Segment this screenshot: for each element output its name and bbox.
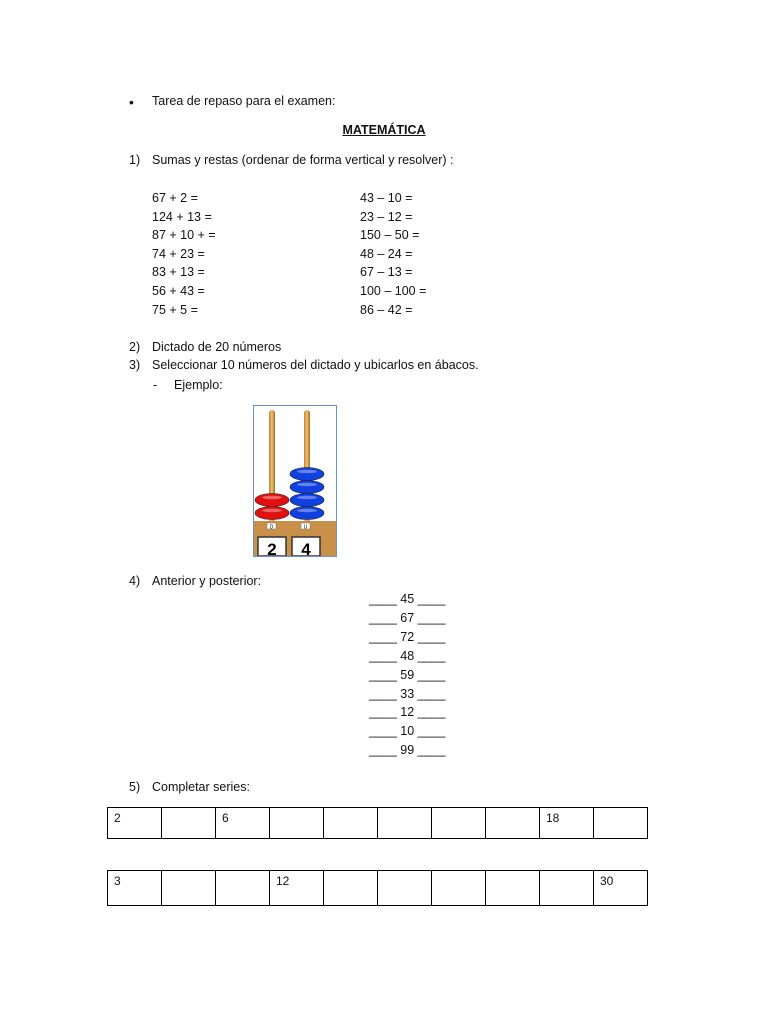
abacus-bead <box>290 507 324 520</box>
abacus-bead <box>290 468 324 481</box>
section-5-number: 5) <box>129 780 141 794</box>
abacus-digit-tens: 2 <box>267 540 277 556</box>
section-3-text: Seleccionar 10 números del dictado y ubicarlos en ábacos. <box>152 358 479 372</box>
predecessor-successor-item: ____ 45 ____ <box>369 592 446 606</box>
series-cell[interactable]: 12 <box>270 871 324 906</box>
abacus-beads-units <box>290 468 324 520</box>
page-title: MATEMÁTICA <box>342 123 426 137</box>
series-cell[interactable] <box>540 871 594 906</box>
subtraction-exercise: 150 – 50 = <box>360 228 420 243</box>
section-1-number: 1) <box>129 153 141 167</box>
subtraction-exercise: 100 – 100 = <box>360 284 427 298</box>
subtraction-exercise: 23 – 12 = <box>360 209 413 224</box>
predecessor-successor-item: ____ 59 ____ <box>369 667 446 682</box>
abacus-label-units: U <box>303 524 308 531</box>
addition-exercise: 83 + 13 = <box>152 265 205 280</box>
addition-exercise: 67 + 2 = <box>152 191 198 205</box>
series-cell[interactable] <box>432 871 486 906</box>
predecessor-successor-item: ____ 10 ____ <box>369 724 446 739</box>
addition-exercise: 124 + 13 = <box>152 209 212 224</box>
series-cell[interactable] <box>324 871 378 906</box>
series-cell[interactable] <box>270 808 324 839</box>
series-cell[interactable]: 18 <box>540 808 594 839</box>
series-cell[interactable] <box>378 808 432 839</box>
series-cell[interactable]: 30 <box>594 871 648 906</box>
abacus-bead <box>255 507 289 520</box>
series-cell[interactable]: 3 <box>108 871 162 906</box>
example-dash: - <box>153 378 158 392</box>
subtraction-exercise: 67 – 13 = <box>360 265 413 280</box>
section-1-heading: Sumas y restas (ordenar de forma vertical y resolver) : <box>152 153 454 167</box>
bullet-icon: • <box>129 94 134 110</box>
subtraction-exercise: 43 – 10 = <box>360 191 413 205</box>
section-4-number: 4) <box>129 574 141 588</box>
addition-exercise: 75 + 5 = <box>152 302 198 317</box>
abacus-bead <box>255 494 289 507</box>
predecessor-successor-item: ____ 33 ____ <box>369 686 446 701</box>
series-cell[interactable] <box>378 871 432 906</box>
predecessor-successor-item: ____ 12 ____ <box>369 705 446 720</box>
predecessor-successor-item: ____ 67 ____ <box>369 610 446 625</box>
series-table-1 <box>107 807 648 839</box>
addition-exercise: 56 + 43 = <box>152 284 205 298</box>
predecessor-successor-item: ____ 99 ____ <box>369 743 446 758</box>
series-cell[interactable] <box>324 808 378 839</box>
series-cell[interactable] <box>594 808 648 839</box>
abacus-beads-tens <box>255 494 289 520</box>
series-cell[interactable] <box>162 808 216 839</box>
subtraction-exercise: 86 – 42 = <box>360 302 413 317</box>
addition-exercise: 74 + 23 = <box>152 246 205 261</box>
example-label: Ejemplo: <box>174 378 223 392</box>
series-cell[interactable]: 6 <box>216 808 270 839</box>
predecessor-successor-item: ____ 72 ____ <box>369 629 446 644</box>
section-4-heading: Anterior y posterior: <box>152 574 262 588</box>
series-cell[interactable] <box>162 871 216 906</box>
abacus-base <box>254 521 336 531</box>
section-2-number: 2) <box>129 340 141 354</box>
series-table-2 <box>107 870 648 906</box>
section-3-number: 3) <box>129 358 141 372</box>
intro-text: Tarea de repaso para el examen: <box>152 94 336 108</box>
subtraction-exercise: 48 – 24 = <box>360 246 413 261</box>
abacus-example <box>253 405 337 557</box>
abacus-bead <box>290 494 324 507</box>
section-5-heading: Completar series: <box>152 780 250 794</box>
abacus-bead <box>290 481 324 494</box>
series-cell[interactable] <box>486 808 540 839</box>
predecessor-successor-item: ____ 48 ____ <box>369 648 446 663</box>
series-cell[interactable]: 2 <box>108 808 162 839</box>
abacus-image <box>254 406 336 556</box>
addition-exercise: 87 + 10 + = <box>152 228 216 243</box>
abacus-label-tens: D <box>269 524 274 531</box>
section-2-text: Dictado de 20 números <box>152 340 282 354</box>
abacus-digit-units: 4 <box>301 540 311 556</box>
series-cell[interactable] <box>432 808 486 839</box>
series-cell[interactable] <box>216 871 270 906</box>
series-cell[interactable] <box>486 871 540 906</box>
